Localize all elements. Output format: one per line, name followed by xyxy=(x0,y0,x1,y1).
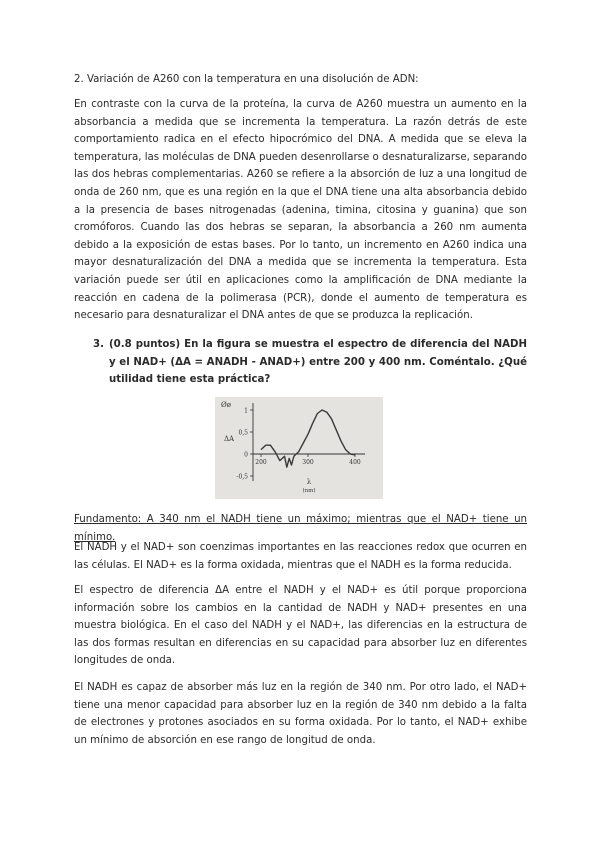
paragraph-coenzymes: El NADH y el NAD+ son coenzimas importantes en las reacciones redox que ocurren en las células. El NAD+ es la forma oxidada, mientras que el NADH es la forma reducida. xyxy=(74,542,527,571)
fundamento-text: Fundamento: A 340 nm el NADH tiene un máximo; mientras que el NAD+ tiene un mínimo. xyxy=(74,514,527,543)
x-tick-label: 300 xyxy=(302,459,314,466)
x-axis-unit: (nm) xyxy=(302,488,316,494)
y-tick-label: 0,5 xyxy=(238,429,248,437)
spectrum-figure xyxy=(215,397,383,499)
x-tick-label: 400 xyxy=(349,459,361,466)
paragraph-nadh-absorption: El NADH es capaz de absorber más luz en la región de 340 nm. Por otro lado, el NAD+ tiene una menor capacidad para absorber luz en la región de 340 nm debido a la falta de electrones y protones asociados en su forma oxidada. Por lo tanto, el NAD+ exhibe un mínimo de absorción en ese rango de longitud de onda. xyxy=(74,682,527,746)
question-text: (0.8 puntos) En la figura se muestra el espectro de diferencia del NADH y el NAD+ (ΔA = ANADH - ANAD+) entre 200 y 400 nm. Coméntalo. ¿Qué utilidad tiene esta práctica? xyxy=(109,339,527,386)
spectrum-chart xyxy=(215,397,383,499)
x-tick-label: 200 xyxy=(255,459,267,466)
y-tick-label: 1 xyxy=(244,407,248,415)
question-number: 3. xyxy=(93,339,104,350)
y-tick-label: 0 xyxy=(244,451,248,459)
section-paragraph: En contraste con la curva de la proteína, la curva de A260 muestra un aumento en la absorbancia a medida que se incrementa la temperatura. La razón detrás de este comportamiento radica en el efecto hipocrómico del DNA. A medida que se eleva la temperatura, las moléculas de DNA pueden desenrollarse o desnaturalizarse, separando las dos hebras complementarias. A260 se refiere a la absorción de luz a una longitud de onda de 260 nm, que es una región en la que el DNA tiene una alta absorbancia debido a la presencia de bases nitrogenadas (adenina, timina, citosina y guanina) que son cromóforos. Cuando las dos hebras se separan, la absorbancia a 260 nm aumenta debido a la exposición de estas bases. Por lo tanto, un incremento en A260 indica una mayor desnaturalización del DNA a medida que se incrementa la temperatura. Esta variación puede ser útil en aplicaciones como la amplificación de DNA mediante la reacción en cadena de la polimerasa (PCR), donde el aumento de temperatura es necesario para desnaturalizar el DNA antes de que se produzca la replicación. xyxy=(74,99,527,322)
y-axis-label: ΔA xyxy=(224,435,235,443)
section-heading: 2. Variación de A260 con la temperatura en una disolución de ADN: xyxy=(74,74,419,85)
x-axis-label: λ xyxy=(306,478,312,486)
y-tick-label: -0,5 xyxy=(236,473,248,481)
paragraph-difference-spectrum: El espectro de diferencia ΔA entre el NADH y el NAD+ es útil porque proporciona información sobre los cambios en la cantidad de NADH y NAD+ presentes en una muestra biológica. En el caso del NADH y el NAD+, las diferencias en la estructura de las dos formas resultan en diferencias en su capacidad para absorber luz en diferentes longitudes de onda. xyxy=(74,585,527,667)
y-axis-top-label: Øø xyxy=(221,401,231,409)
